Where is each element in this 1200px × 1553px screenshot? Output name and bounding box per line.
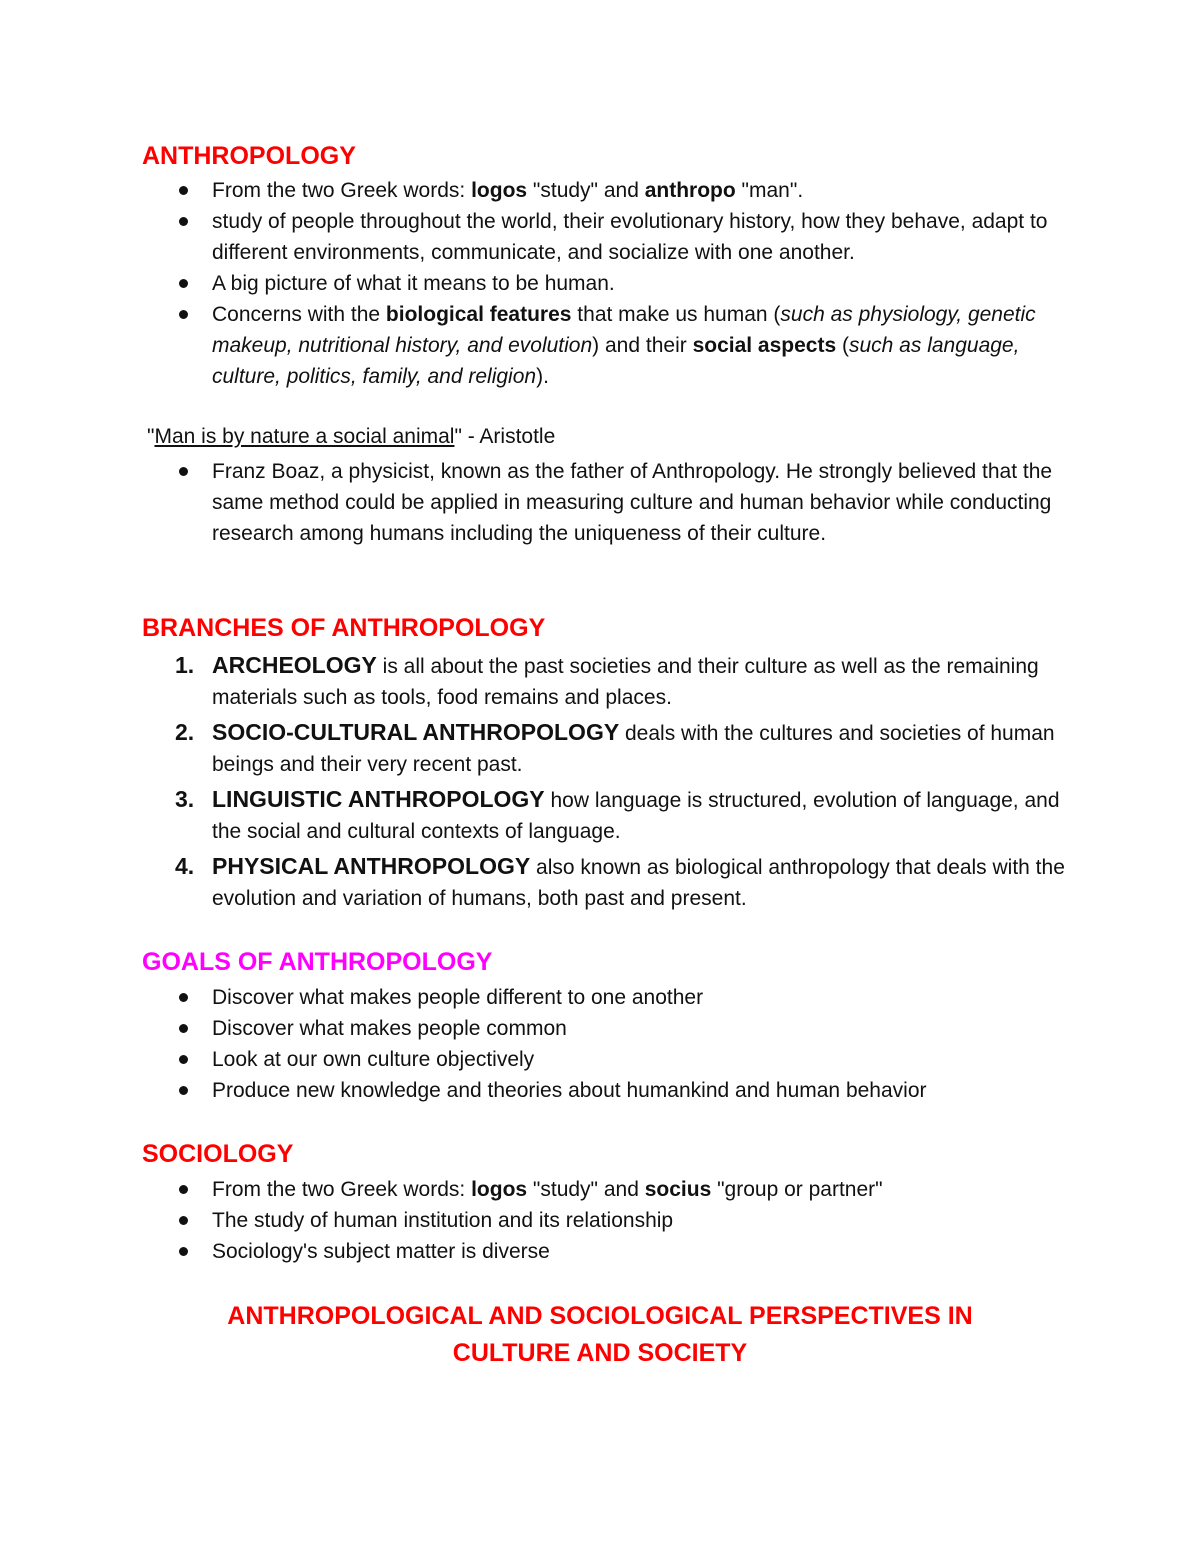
sociology-heading: SOCIOLOGY — [142, 1140, 294, 1168]
goals-heading: GOALS OF ANTHROPOLOGY — [142, 948, 493, 976]
list-item: The study of human institution and its relationship — [142, 1205, 1072, 1236]
list-item: study of people throughout the world, their evolutionary history, how they behave, adapt to different environments, communicate, and socialize with one another. — [142, 206, 1072, 268]
aristotle-quote: "Man is by nature a social animal" - Aristotle — [147, 425, 556, 448]
branches-list — [142, 650, 1072, 918]
boaz-list — [142, 456, 1072, 549]
sociology-list — [142, 1174, 1072, 1267]
list-item: 2. SOCIO-CULTURAL ANTHROPOLOGY deals with the cultures and societies of human beings and their very recent past. — [175, 719, 1055, 776]
list-item: From the two Greek words: logos "study" and socius "group or partner" — [142, 1174, 1072, 1205]
list-item: 4. PHYSICAL ANTHROPOLOGY also known as biological anthropology that deals with the evolution and variation of humans, both past and present. — [175, 853, 1065, 910]
list-item: A big picture of what it means to be human. — [142, 268, 1072, 299]
anthropology-list — [142, 175, 1072, 392]
anthropology-heading: ANTHROPOLOGY — [142, 142, 356, 170]
list-item: From the two Greek words: logos "study" and anthropo "man". — [142, 175, 1072, 206]
list-item: Look at our own culture objectively — [142, 1044, 1072, 1075]
branches-heading: BRANCHES OF ANTHROPOLOGY — [142, 614, 546, 642]
list-item: Franz Boaz, a physicist, known as the father of Anthropology. He strongly believed that the same method could be applied in measuring culture and human behavior while conducting research among humans including the uniqueness of their culture. — [142, 456, 1072, 549]
list-item: Sociology's subject matter is diverse — [142, 1236, 1072, 1267]
list-item: Discover what makes people common — [142, 1013, 1072, 1044]
list-item: Concerns with the biological features that make us human (such as physiology, genetic makeup, nutritional history, and evolution) and their social aspects (such as language, culture, politics, family, and religion). — [142, 299, 1072, 392]
goals-list — [142, 982, 1072, 1106]
list-item: 1. ARCHEOLOGY is all about the past societies and their culture as well as the remaining materials such as tools, food remains and places. — [175, 652, 1039, 709]
list-item: Produce new knowledge and theories about humankind and human behavior — [142, 1075, 1072, 1106]
list-item: 3. LINGUISTIC ANTHROPOLOGY how language is structured, evolution of language, and the social and cultural contexts of language. — [175, 786, 1060, 843]
list-item: Discover what makes people different to one another — [142, 982, 1072, 1013]
perspectives-title: ANTHROPOLOGICAL AND SOCIOLOGICAL PERSPECTIVES IN CULTURE AND SOCIETY — [227, 1302, 973, 1367]
